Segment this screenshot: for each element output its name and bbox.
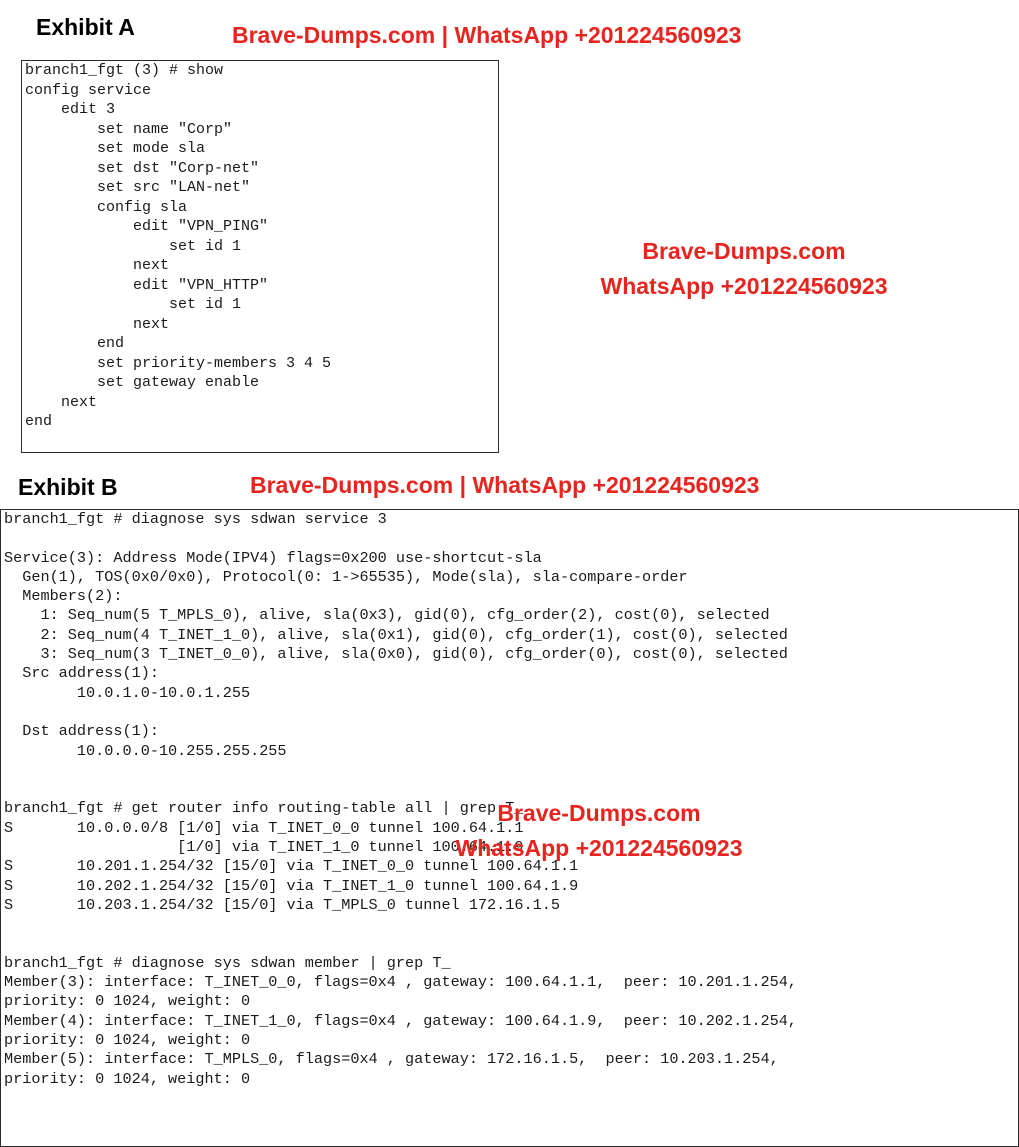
exhibit-b-watermark-top: Brave-Dumps.com | WhatsApp +201224560923: [250, 472, 760, 498]
exhibit-b-terminal-text: branch1_fgt # diagnose sys sdwan service 3 Service(3): Address Mode(IPV4) flags=0x200 use-shortcut-sla Gen(1), TOS(0x0/0x0), Protocol(0: 1->65535), Mode(sla), sla-compare-order Members(2): 1: Seq_num(5 T_MPLS_0), alive, sla(0x3), gid(0), cfg_order(2), cost(0), selected 2: Seq_num(4 T_INET_1_0), alive, sla(0x1), gid(0), cfg_order(1), cost(0), selected 3: Seq_num(3 T_INET_0_0), alive, sla(0x0), gid(0), cfg_order(0), cost(0), selected Src address(1): 10.0.1.0-10.0.1.255 Dst address(1): 10.0.0.0-10.255.255.255 branch1_fgt # get router info routing-table all | grep T_ S 10.0.0.0/8 [1/0] via T_INET_0_0 tunnel 100.64.1.1 [1/0] via T_INET_1_0 tunnel 100.64.1.9 S 10.201.1.254/32 [15/0] via T_INET_0_0 tunnel 100.64.1.1 S 10.202.1.254/32 [15/0] via T_INET_1_0 tunnel 100.64.1.9 S 10.203.1.254/32 [15/0] via T_MPLS_0 tunnel 172.16.1.5 branch1_fgt # diagnose sys sdwan member | grep T_ Member(3): interface: T_INET_0_0, flags=0x4 , gateway: 100.64.1.1, peer: 10.201.1.254, priority: 0 1024, weight: 0 Member(4): interface: T_INET_1_0, flags=0x4 , gateway: 100.64.1.9, peer: 10.202.1.254, priority: 0 1024, weight: 0 Member(5): interface: T_MPLS_0, flags=0x4 , gateway: 172.16.1.5, peer: 10.203.1.254, priority: 0 1024, weight: 0: [4, 510, 797, 1088]
exhibit-a-watermark-side-line1: Brave-Dumps.com: [642, 238, 846, 264]
exhibit-a-watermark-side: [560, 234, 928, 304]
exhibit-b-watermark-mid-line1: Brave-Dumps.com: [497, 800, 701, 826]
exhibit-b-watermark-mid-line2: WhatsApp +201224560923: [455, 835, 743, 861]
exhibit-b-watermark-mid-block: [414, 796, 784, 866]
exhibit-b-title: Exhibit B: [18, 474, 118, 500]
exhibit-a-watermark-side-line2: WhatsApp +201224560923: [600, 273, 888, 299]
exhibit-a-terminal-text: branch1_fgt (3) # show config service edit 3 set name "Corp" set mode sla set dst "Corp-net" set src "LAN-net" config sla edit "VPN_PING" set id 1 next edit "VPN_HTTP" set id 1 next end set priority-members 3 4 5 set gateway enable next end: [25, 62, 332, 430]
exhibit-a-terminal: [21, 60, 499, 453]
exhibit-a-watermark-top: Brave-Dumps.com | WhatsApp +201224560923: [232, 22, 742, 48]
exhibit-a-title: Exhibit A: [36, 14, 135, 40]
